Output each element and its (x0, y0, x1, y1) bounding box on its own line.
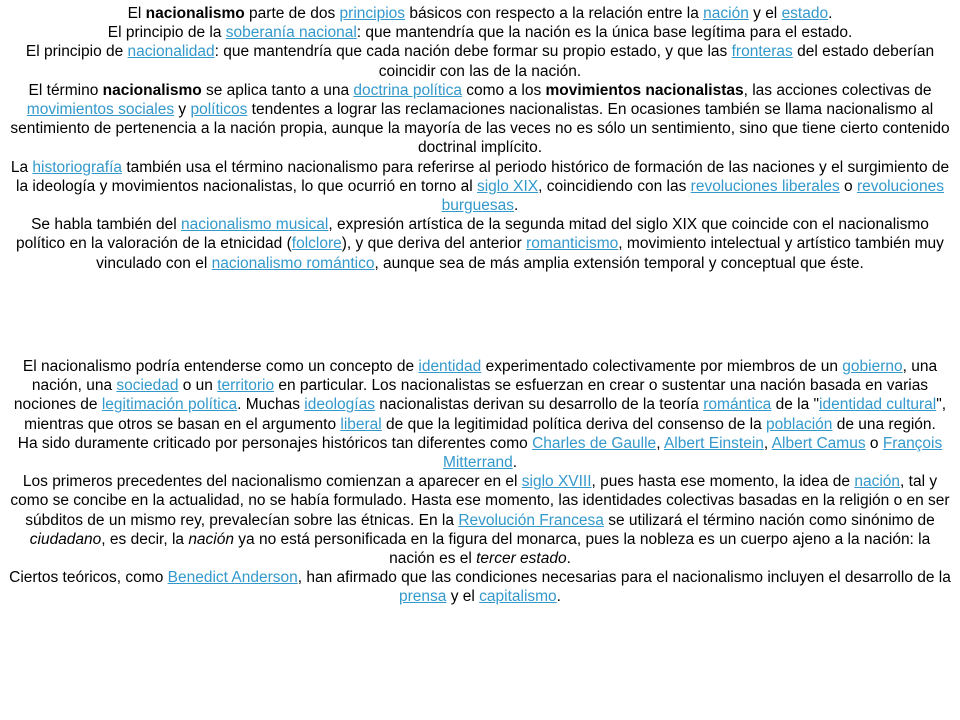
paragraph (6, 42, 954, 80)
paragraph (6, 215, 954, 273)
link-revoluciones-burguesas[interactable]: revoluciones burguesas (441, 177, 944, 215)
paragraph (6, 23, 954, 42)
link-poblacion[interactable]: población (766, 415, 833, 433)
text-run: se aplica tanto a una (201, 81, 354, 99)
link-identidad[interactable]: identidad (418, 358, 482, 375)
text-run: . Muchas (237, 396, 305, 414)
link-gobierno[interactable]: gobierno (842, 358, 903, 375)
paragraph (6, 4, 954, 23)
link-legitimacion-politica[interactable]: legitimación política (101, 396, 238, 414)
link-nacionalidad[interactable]: nacionalidad (127, 43, 215, 61)
paragraph (6, 472, 954, 568)
text-run: , es decir, la (101, 530, 189, 548)
italic-term: ciudadano (29, 530, 102, 548)
link-prensa[interactable]: prensa (399, 588, 447, 606)
link-nacionalismo-musical[interactable]: nacionalismo musical (181, 216, 329, 234)
link-doctrina-politica[interactable]: doctrina política (353, 81, 462, 99)
link-liberal[interactable]: liberal (340, 415, 382, 433)
link-albert-einstein[interactable]: Albert Einstein (663, 434, 764, 452)
paragraph (6, 357, 954, 434)
text-run: , movimiento intelectual y artístico también muy vinculado con el (96, 235, 944, 272)
link-movimientos-sociales[interactable]: movimientos sociales (26, 101, 175, 119)
text-run: y el (748, 5, 782, 22)
text-run: . (556, 588, 561, 606)
text-run: tendentes a lograr las reclamaciones nacionalistas. En ocasiones también se llama nacionalismo al sentimiento de pertenencia a la nación propia, aunque la mayoría de las veces no es sólo un sentimiento, sino que tiene cierto contenido doctrinal implícito. (10, 101, 950, 157)
text-run: también usa el término nacionalismo para referirse al periodo histórico de formación de las naciones y el surgimiento de la ideología y movimientos nacionalistas, lo que ocurrió en torno al (16, 158, 950, 195)
text-run: El principio de la (107, 24, 226, 42)
bold-term: nacionalismo (145, 5, 245, 22)
text-run: , coincidiendo con las (538, 177, 691, 195)
link-nacion[interactable]: nación (703, 5, 749, 22)
text-run: nacionalistas derivan su desarrollo de la teoría (374, 396, 704, 414)
text-run: Ciertos teóricos, como (9, 569, 168, 587)
text-run: se utilizará el término nación como sinónimo de (603, 511, 935, 529)
text-run: , una nación, una (31, 358, 938, 395)
link-territorio[interactable]: territorio (217, 377, 275, 395)
link-romantica[interactable]: romántica (703, 396, 772, 414)
text-run: ), y que deriva del anterior (341, 235, 527, 253)
link-soberania-nacional[interactable]: soberanía nacional (225, 24, 357, 42)
text-run: de que la legitimidad política deriva del consenso de la (381, 415, 767, 433)
text-run: , las acciones colectivas de (743, 81, 932, 99)
bold-term: nacionalismo (102, 81, 202, 99)
italic-term: tercer estado (476, 550, 567, 568)
text-run: . (514, 197, 519, 215)
paragraph (6, 158, 954, 216)
paragraph (6, 81, 954, 158)
text-run: Los primeros precedentes del nacionalismo comienzan a aparecer en el (22, 473, 522, 491)
link-charles-de-gaulle[interactable]: Charles de Gaulle (532, 434, 657, 452)
text-run: . (828, 5, 833, 22)
intro-text-block (6, 4, 954, 273)
text-run: , aunque sea de más amplia extensión temporal y conceptual que éste. (374, 254, 864, 272)
text-run: de una región. (832, 415, 936, 433)
link-nacion[interactable]: nación (854, 473, 901, 491)
text-run: , tal y como se concibe en la actualidad, no se había formulado. Hasta ese momento, las identidades colectivas basadas en la religión o en ser súbditos de un mismo rey, prevalecían sobre las étnicas. En la (10, 473, 950, 529)
paragraph (6, 434, 954, 472)
text-run: o (839, 177, 857, 195)
link-romanticismo[interactable]: romanticismo (526, 235, 619, 253)
text-run: : que mantendría que la nación es la única base legítima para el estado. (356, 24, 853, 42)
text-run: , (656, 434, 664, 452)
paragraph (6, 568, 954, 606)
link-revolucion-francesa[interactable]: Revolución Francesa (458, 511, 604, 529)
text-run: Se habla también del (31, 216, 182, 234)
text-run: La (10, 158, 33, 176)
text-run: . (566, 550, 571, 568)
link-capitalismo[interactable]: capitalismo (479, 588, 557, 606)
link-folclore[interactable]: folclore (291, 235, 342, 253)
link-francois-mitterrand[interactable]: François Mitterrand (442, 434, 943, 472)
text-run: El nacionalismo podría entenderse como un concepto de (22, 358, 419, 375)
text-run: El (127, 5, 146, 22)
text-run: del estado deberían coincidir con las de la nación. (378, 43, 935, 80)
link-estado[interactable]: estado (781, 5, 829, 22)
link-identidad-cultural[interactable]: identidad cultural (819, 396, 937, 414)
text-run: , pues hasta ese momento, la idea de (591, 473, 855, 491)
text-run: , han afirmado que las condiciones necesarias para el nacionalismo incluyen el desarrollo de la (297, 569, 951, 587)
text-run: y el (446, 588, 480, 606)
link-ideologias[interactable]: ideologías (304, 396, 375, 414)
text-run: ya no está personificada en la figura del monarca, pues la nobleza es un cuerpo ajeno a la nación: la nación es el (234, 530, 931, 568)
text-run: como a los (461, 81, 546, 99)
link-sociedad[interactable]: sociedad (116, 377, 179, 395)
text-run: básicos con respecto a la relación entre la (405, 5, 704, 22)
text-run: . (512, 454, 518, 472)
link-siglo-xix[interactable]: siglo XIX (476, 177, 539, 195)
text-run: en particular. Los nacionalistas se esfuerzan en crear o sustentar una nación basada en varias nociones de (13, 377, 929, 414)
link-historiografia[interactable]: historiografía (32, 158, 123, 176)
link-principios[interactable]: principios (339, 5, 406, 22)
link-revoluciones-liberales[interactable]: revoluciones liberales (690, 177, 840, 195)
text-run: y (174, 101, 191, 119)
italic-term: nación (188, 530, 234, 548)
link-fronteras[interactable]: fronteras (731, 43, 793, 61)
link-nacionalismo-romantico[interactable]: nacionalismo romántico (211, 254, 375, 272)
text-run: de la " (771, 396, 820, 414)
text-run: parte de dos (244, 5, 340, 22)
text-run: , expresión artística de la segunda mitad del siglo XIX que coincide con el nacionalismo político en la valoración de la etnicidad ( (16, 216, 929, 253)
text-run: , (763, 434, 772, 452)
text-run: Ha sido duramente criticado por personajes históricos tan diferentes como (17, 434, 533, 452)
bold-term: movimientos nacionalistas (545, 81, 744, 99)
text-run: o (865, 434, 883, 452)
text-run: o un (178, 377, 218, 395)
link-benedict-anderson[interactable]: Benedict Anderson (167, 569, 298, 587)
text-run: : que mantendría que cada nación debe formar su propio estado, y que las (214, 43, 732, 61)
link-politicos[interactable]: políticos (190, 101, 248, 119)
text-run: El término (28, 81, 103, 99)
link-siglo-xviii[interactable]: siglo XVIII (521, 473, 592, 491)
text-run: experimentado colectivamente por miembros de un (481, 358, 843, 375)
text-run: El principio de (25, 43, 128, 61)
second-text-block (6, 357, 954, 607)
text-run: ", mientras que otros se basan en el argumento (24, 396, 947, 433)
link-albert-camus[interactable]: Albert Camus (771, 434, 866, 452)
